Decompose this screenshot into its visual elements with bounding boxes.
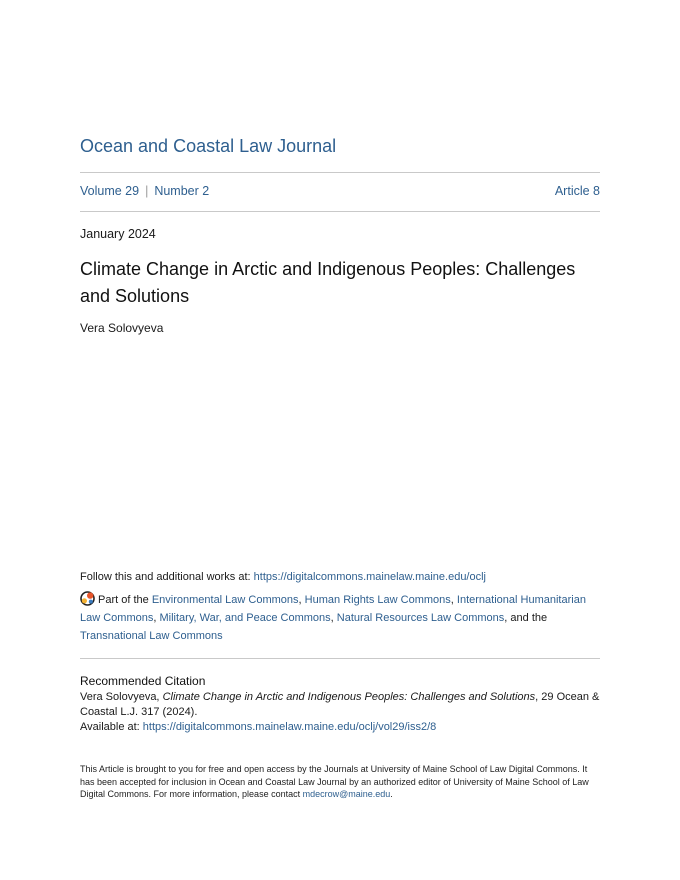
bepress-network-icon [80,591,95,606]
part-of-prefix: Part of the [98,594,152,606]
issue-separator: | [145,184,149,198]
commons-link-human-rights[interactable]: Human Rights Law Commons [304,594,451,606]
commons-link-natural-resources[interactable]: Natural Resources Law Commons [336,612,505,624]
citation-block [80,690,600,735]
follow-url-link[interactable]: https://digitalcommons.mainelaw.maine.edu/oclj [253,571,486,583]
separator: , [153,612,160,624]
separator: , [450,594,457,606]
citation-author: Vera Solovyeva, [80,691,163,703]
citation-title: Climate Change in Arctic and Indigenous Peoples: Challenges and Solutions [162,691,536,703]
follow-label: Follow this and additional works at: [80,571,254,583]
article-link[interactable]: Article 8 [554,184,600,198]
separator: , [298,594,305,606]
available-url-link[interactable]: https://digitalcommons.mainelaw.maine.edu/oclj/vol29/iss2/8 [142,721,437,733]
contact-email-link[interactable]: mdecrow@maine.edu [302,789,391,799]
footer-notice [80,763,600,801]
article-title: Climate Change in Arctic and Indigenous Peoples: Challenges and Solutions [80,259,576,306]
citation-rest: , 29 Ocean & Coastal L.J. 317 (2024). [80,691,600,718]
divider [80,211,600,212]
author-name: Vera Solovyeva [80,321,164,335]
volume-link[interactable]: Volume 29 [80,184,140,198]
number-link[interactable]: Number 2 [154,184,210,198]
journal-title-link[interactable]: Ocean and Coastal Law Journal [80,136,337,156]
and-the-text: , and the [504,612,548,624]
divider [80,658,600,659]
follow-line [80,571,486,583]
part-of-commons [80,591,600,645]
available-label: Available at: [80,721,143,733]
commons-link-environmental[interactable]: Environmental Law Commons [151,594,299,606]
footer-text: This Article is brought to you for free and open access by the Journals at University of Maine School of Law Digital Commons. It has been accepted for inclusion in Ocean and Coastal Law Journal by an authorized editor of University of Maine School of Law Digital Commons. For more information, please contact [80,764,589,799]
footer-end: . [390,789,393,799]
divider [80,172,600,173]
commons-link-international-humanitarian[interactable]: International Humanitarian Law Commons [80,594,586,624]
publication-date: January 2024 [80,227,156,241]
commons-link-transnational[interactable]: Transnational Law Commons [80,630,223,642]
commons-link-military-war-peace[interactable]: Military, War, and Peace Commons [159,612,331,624]
recommended-citation-heading: Recommended Citation [80,674,206,688]
issue-row [80,184,600,198]
separator: , [330,612,337,624]
